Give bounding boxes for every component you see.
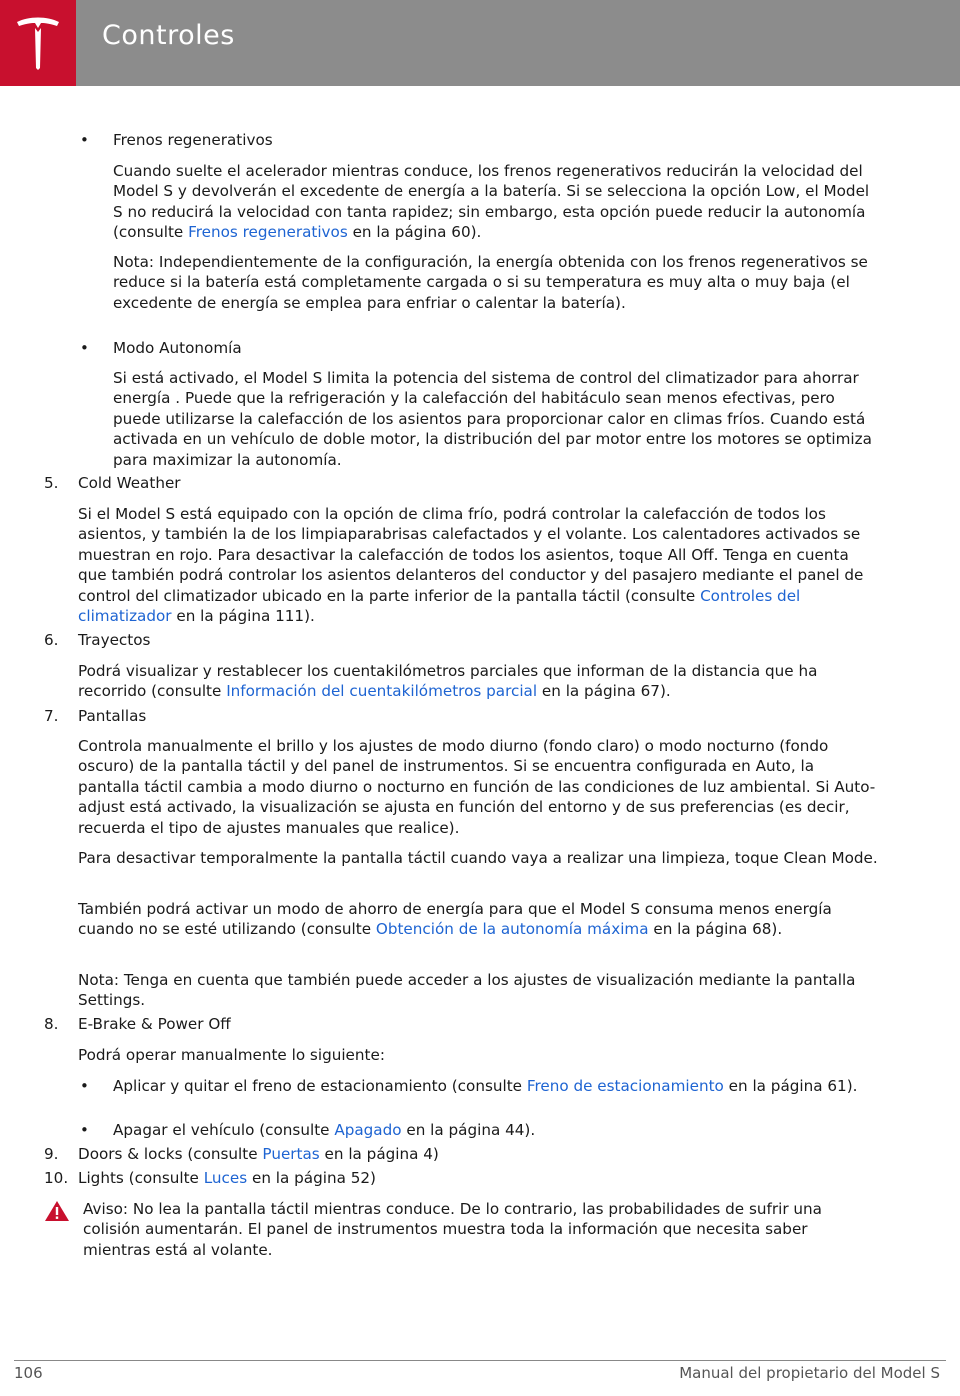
link-controles-climatizador[interactable]: Controles del climatizador bbox=[78, 586, 801, 626]
bullet-dot: • bbox=[80, 339, 89, 357]
link-freno-estacionamiento[interactable]: Freno de estacionamiento bbox=[526, 1077, 724, 1095]
link-frenos-regenerativos[interactable]: Frenos regenerativos bbox=[188, 223, 348, 242]
lights-item: Lights (consulte Luces en la página 52) bbox=[78, 1169, 376, 1187]
displays-note: Nota: Tenga en cuenta que también puede acceder a los ajustes de visualización mediante la pantalla Settings. bbox=[78, 971, 856, 1010]
item-number: 6. bbox=[44, 631, 59, 649]
tesla-logo bbox=[0, 0, 76, 86]
ebrake-title: E-Brake & Power Off bbox=[78, 1015, 231, 1033]
footer-divider bbox=[14, 1360, 946, 1361]
displays-paragraph-3: También podrá activar un modo de ahorro de energía para que el Model S consuma menos energía cuando no se esté utilizando (consulte Obtención de la autonomía máxima en la página 68). bbox=[78, 900, 832, 939]
cold-paragraph: Si el Model S está equipado con la opción de clima frío, podrá controlar la calefacción de todos los asientos, y también la de los limpiaparabrisas calefactados y el volante. Los calentadores activados se muestran en rojo. Para desactivar la calefacción de todos los asientos, toque All Off. Tenga en cuenta que también podrá controlar los asientos delanteros del conductor y del pasajero mediante el panel de control del climatizador ubicado en la parte inferior de la pantalla táctil (consulte Controles del climatizador en la página 111). bbox=[78, 505, 864, 626]
doors-item: Doors & locks (consulte Puertas en la página 4) bbox=[78, 1145, 439, 1163]
item-number: 5. bbox=[44, 474, 59, 492]
ebrake-bullet-2: Apagar el vehículo (consulte Apagado en la página 44). bbox=[113, 1121, 536, 1139]
link-autonomia-maxima[interactable]: Obtención de la autonomía máxima bbox=[375, 920, 649, 939]
regen-note: Nota: Independientemente de la configuración, la energía obtenida con los frenos regenerativos se reduce si la batería está completamente cargada o si su temperatura es muy alta o muy baja (el excedente de energía se emplea para enfriar o calentar la batería). bbox=[113, 253, 868, 312]
link-luces[interactable]: Luces bbox=[203, 1169, 248, 1187]
ebrake-paragraph: Podrá operar manualmente lo siguiente: bbox=[78, 1046, 385, 1064]
regen-paragraph: Cuando suelte el acelerador mientras conduce, los frenos regenerativos reducirán la velocidad del Model S y devolverán el excedente de energía a la batería. Si se selecciona la opción Low, el Model S no reducirá la velocidad con tanta rapidez; sin embargo, esta opción puede reducir la autonomía (consulte Frenos regenerativos en la página 60). bbox=[113, 162, 870, 242]
item-number: 10. bbox=[44, 1169, 69, 1187]
item-number: 8. bbox=[44, 1015, 59, 1033]
trips-paragraph: Podrá visualizar y restablecer los cuentakilómetros parciales que informan de la distancia que ha recorrido (consulte Información del cuentakilómetros parcial en la página 67). bbox=[78, 662, 818, 701]
bullet-dot: • bbox=[80, 131, 89, 149]
cold-title: Cold Weather bbox=[78, 474, 181, 492]
trips-title: Trayectos bbox=[78, 631, 151, 649]
range-title: Modo Autonomía bbox=[113, 339, 242, 357]
warning-text: Aviso: No lea la pantalla táctil mientras conduce. De lo contrario, las probabilidades de sufrir una colisión aumentarán. El panel de instrumentos muestra toda la información que necesita saber mientras está al volante. bbox=[83, 1200, 822, 1259]
bullet-dot: • bbox=[80, 1121, 89, 1139]
displays-paragraph-1: Controla manualmente el brillo y los ajustes de modo diurno (fondo claro) o modo nocturno (fondo oscuro) de la pantalla táctil y del panel de instrumentos. Si se encuentra configurada en Auto, la pantalla táctil cambia a modo diurno o nocturno en función de las condiciones de luz ambiental. Si Auto-adjust está activado, la visualización se ajusta en función del entorno y de sus preferencias (es decir, recuerda el tipo de ajustes manuales que realice). bbox=[78, 737, 876, 837]
page-number: 106 bbox=[14, 1364, 43, 1382]
displays-title: Pantallas bbox=[78, 707, 147, 725]
item-number: 9. bbox=[44, 1145, 59, 1163]
link-puertas[interactable]: Puertas bbox=[262, 1145, 320, 1163]
displays-paragraph-2: Para desactivar temporalmente la pantalla táctil cuando vaya a realizar una limpieza, toque Clean Mode. bbox=[78, 849, 878, 867]
tesla-logo-icon bbox=[15, 16, 61, 70]
link-apagado[interactable]: Apagado bbox=[334, 1121, 402, 1139]
bullet-dot: • bbox=[80, 1077, 89, 1095]
warning-triangle-icon bbox=[44, 1200, 70, 1222]
page-header bbox=[0, 0, 960, 86]
item-number: 7. bbox=[44, 707, 59, 725]
page-title: Controles bbox=[102, 20, 235, 51]
regen-title: Frenos regenerativos bbox=[113, 131, 273, 149]
ebrake-bullet-1: Aplicar y quitar el freno de estacionamiento (consulte Freno de estacionamiento en la página 61). bbox=[113, 1077, 858, 1095]
range-paragraph: Si está activado, el Model S limita la potencia del sistema de control del climatizador para ahorrar energía . Puede que la refrigeración y la calefacción del habitáculo sean menos efectivas, pero puede utilizarse la calefacción de los asientos para proporcionar calor en climas fríos. Cuando está activada en un vehículo de doble motor, la distribución del par motor entre los motores se optimiza para maximizar la autonomía. bbox=[113, 369, 872, 469]
link-cuentakilometros[interactable]: Información del cuentakilómetros parcial bbox=[226, 682, 538, 701]
manual-title: Manual del propietario del Model S bbox=[679, 1364, 940, 1382]
